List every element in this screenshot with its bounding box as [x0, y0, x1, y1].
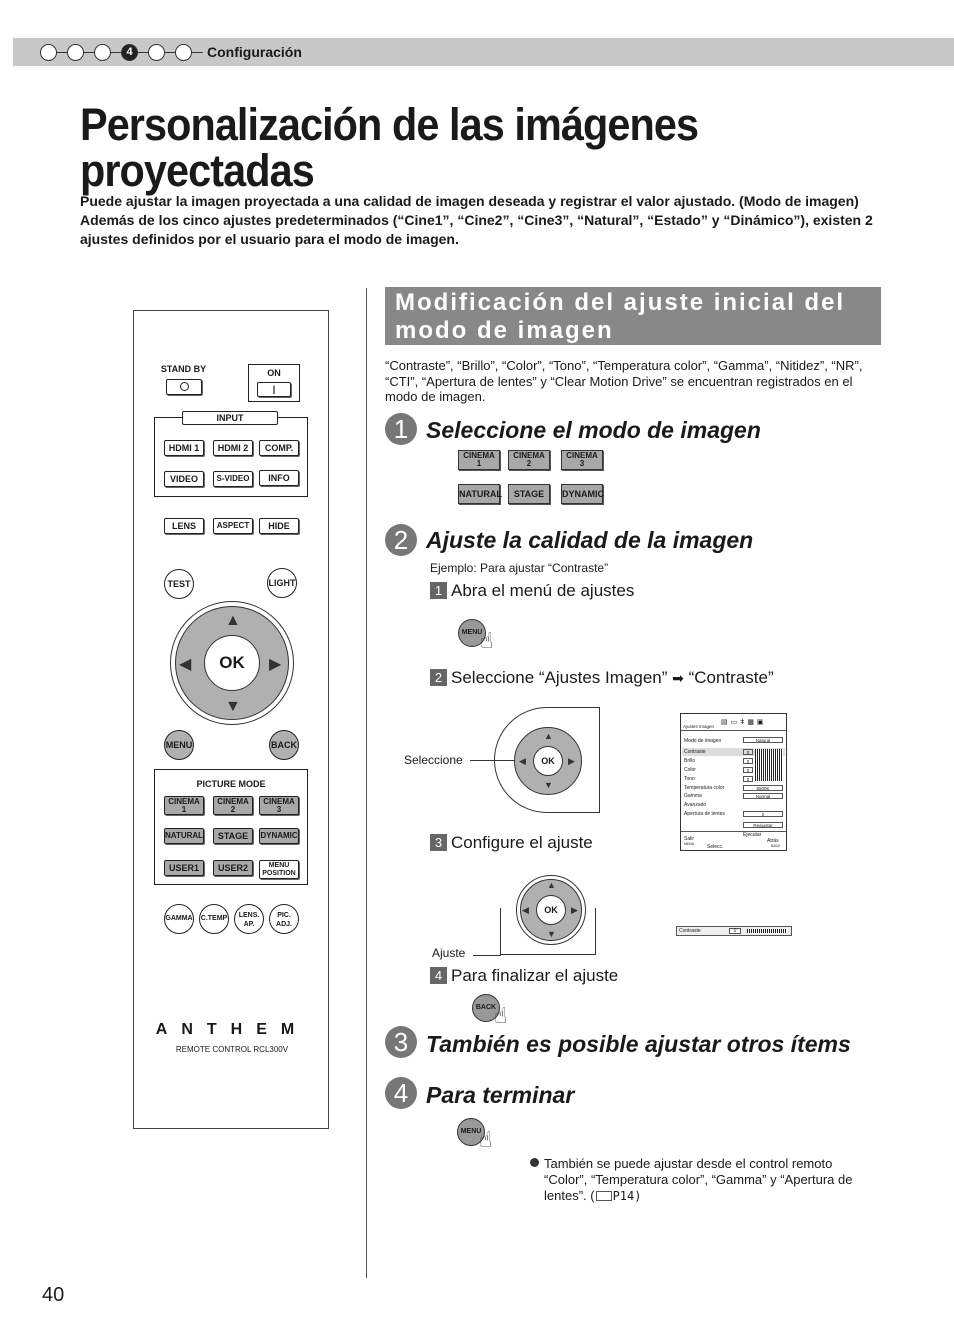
osd-tab-icons: ▤▭ǂ▦▣	[721, 719, 767, 726]
stage-button: STAGE	[508, 484, 550, 504]
osd-tab-bar	[681, 714, 786, 731]
chapter-dot	[175, 44, 192, 61]
svideo-button: S-VIDEO	[213, 471, 253, 487]
callout-line	[473, 955, 501, 956]
picture-mode-label: PICTURE MODE	[196, 779, 266, 789]
chapter-dot	[67, 44, 84, 61]
user1-button: USER1	[164, 860, 204, 876]
contrast-bar-value: 0	[729, 928, 741, 934]
gamma-button: GAMMA	[164, 904, 194, 934]
hide-button: HIDE	[259, 518, 299, 534]
section-label: Configuración	[207, 44, 302, 60]
select-label: Seleccione	[404, 753, 463, 767]
substep-configure: 3 Configure el ajuste	[430, 833, 593, 853]
step-example: Ejemplo: Para ajustar “Contraste”	[430, 561, 609, 575]
substep-select-contrast: 2 Seleccione “Ajustes Imagen” ➡ “Contraste”	[430, 668, 774, 688]
substep-finish: 4 Para finalizar el ajuste	[430, 966, 618, 986]
arrow-up-icon: ▲	[544, 731, 553, 741]
note-paragraph: También se puede ajustar desde el control remoto “Color”, “Temperatura color”, “Gamma” y “Apertura de lentes”. ( P14)	[530, 1156, 870, 1204]
osd-row-label: Gamma	[684, 793, 702, 799]
select-dpad	[514, 727, 582, 795]
info-button: INFO	[259, 470, 299, 486]
remote-ok-button: OK	[204, 635, 260, 691]
osd-slider-bars	[755, 749, 783, 781]
natural-button: NATURAL	[458, 484, 500, 504]
step-title: Seleccione el modo de imagen	[426, 417, 761, 443]
video-button: VIDEO	[164, 471, 204, 487]
natural-button: NATURAL	[164, 828, 204, 844]
chapter-dot-active: 4	[121, 44, 138, 61]
osd-footer-divider	[681, 831, 786, 832]
osd-row-value: 0	[743, 758, 753, 764]
settings-menu-screenshot	[680, 713, 787, 851]
step-title: También es posible ajustar otros ítems	[426, 1031, 851, 1057]
menu-button: MENU	[164, 730, 194, 760]
step-title: Ajuste la calidad de la imagen	[426, 527, 754, 553]
chapter-dot	[148, 44, 165, 61]
remote-model-label: REMOTE CONTROL RCL300V	[175, 1045, 289, 1054]
cinema1-button: CINEMA 1	[164, 796, 204, 815]
hand-press-icon: ☝	[479, 1127, 493, 1152]
user2-button: USER2	[213, 860, 253, 876]
osd-row-label: Color	[684, 767, 696, 773]
back-button: BACK	[472, 994, 500, 1022]
osd-row-label: Avanzado	[684, 802, 707, 808]
chapter-dot	[94, 44, 111, 61]
book-icon	[596, 1191, 612, 1201]
cinema2-button: CINEMA 2	[213, 796, 253, 815]
osd-exit-label: Salir	[684, 836, 695, 842]
arrow-down-icon: ▼	[225, 698, 241, 715]
osd-execute-label: Ejecutar	[743, 832, 762, 838]
menu-button: MENU	[457, 1118, 485, 1146]
column-divider	[366, 288, 367, 1278]
hdmi2-button: HDMI 2	[213, 440, 253, 456]
arrow-up-icon: ▲	[547, 880, 556, 890]
page-reference: P14)	[612, 1189, 642, 1203]
menu-button: MENU	[458, 619, 486, 647]
hdmi1-button: HDMI 1	[164, 440, 204, 456]
arrow-left-icon: ◀	[522, 905, 529, 915]
pic-adj-button: PIC. ADJ.	[269, 904, 299, 934]
input-label: INPUT	[182, 411, 278, 425]
osd-row-value: 0	[743, 749, 753, 755]
contrast-bar-screenshot	[676, 926, 792, 936]
arrow-left-icon: ◀	[179, 656, 192, 673]
power-icon	[180, 382, 189, 391]
section-description: “Contraste”, “Brillo”, “Color”, “Tono”, “Temperatura color”, “Gamma”, “Nitidez”, “NR”, “CTI”, “Apertura de lentes” y “Clear Motion Drive” se encuentran registrados en el modo de imagen.	[385, 358, 863, 404]
arrow-right-icon: ▶	[568, 756, 575, 766]
dynamic-button: DYNAMIC	[259, 828, 299, 844]
on-button: |	[257, 382, 291, 397]
substep-open-menu: 1 Abra el menú de ajustes	[430, 581, 634, 601]
test-button: TEST	[164, 569, 194, 599]
arrow-right-icon: ▶	[269, 656, 282, 673]
ctemp-button: C.TEMP	[199, 904, 229, 934]
page-number: 40	[42, 1284, 65, 1306]
back-button: BACK	[269, 730, 299, 760]
hand-press-icon: ☝	[480, 628, 494, 653]
lens-button: LENS	[164, 518, 204, 534]
intro-paragraph: Puede ajustar la imagen proyectada a una calidad de imagen deseada y registrar el valor ajustado. (Modo de imagen) Además de los cinco ajustes predeterminados (“Cine1”, “Cine2”, “Cine3”, “Natural”, “Estado” y “Dinámico”), existen 2 ajustes definidos por el usuario para el modo de imagen.	[80, 193, 873, 247]
page-title: Personalización de las imágenes proyectadas	[80, 99, 699, 196]
standby-button	[166, 379, 202, 395]
standby-label: STAND BY	[160, 364, 207, 374]
comp-button: COMP.	[259, 440, 299, 456]
step-number: 1	[385, 413, 417, 445]
step-number: 4	[385, 1077, 417, 1109]
osd-row-label: Tono	[684, 776, 695, 782]
osd-row-value: Natural	[743, 737, 783, 743]
arrow-left-icon: ◀	[519, 756, 526, 766]
osd-row-label: Modo de imagen	[684, 738, 722, 744]
remote-control-illustration	[133, 310, 329, 1129]
cinema2-button: CINEMA 2	[508, 450, 550, 470]
bullet-icon	[530, 1158, 539, 1167]
stage-button: STAGE	[213, 828, 253, 844]
step-title: Para terminar	[426, 1082, 575, 1108]
chapter-header-bar	[13, 38, 954, 66]
arrow-right-icon: ➡	[672, 670, 684, 686]
chapter-dot	[40, 44, 57, 61]
section-heading: Modificación del ajuste inicial del modo de imagen	[385, 287, 881, 345]
callout-line	[470, 760, 515, 761]
light-button: LIGHT	[267, 568, 297, 598]
aspect-button: ASPECT	[213, 518, 253, 534]
osd-row-value: 6500K	[743, 785, 783, 791]
contrast-bar-label: Contraste	[679, 928, 701, 934]
hand-press-icon: ☝	[494, 1003, 508, 1028]
cinema3-button: CINEMA 3	[561, 450, 603, 470]
osd-back-label: Atrás	[767, 838, 779, 844]
dynamic-button: DYNAMIC	[561, 484, 603, 504]
osd-tab-label: Ajustes Imagen	[683, 724, 715, 729]
cinema1-button: CINEMA 1	[458, 450, 500, 470]
osd-reset-button: Reajustar	[743, 822, 783, 828]
cinema3-button: CINEMA 3	[259, 796, 299, 815]
menu-position-button: MENU POSITION	[259, 860, 299, 879]
osd-row-value: Normal	[743, 793, 783, 799]
adjust-dpad	[516, 875, 586, 945]
brand-logo: ANTHEM	[155, 1021, 309, 1038]
ok-button: OK	[533, 746, 563, 776]
ok-button: OK	[536, 895, 566, 925]
lens-ap-button: LENS. AP.	[234, 904, 264, 934]
osd-row-value: 0	[743, 776, 753, 782]
osd-row-label: Brillo	[684, 758, 696, 764]
contrast-slider	[747, 929, 787, 933]
arrow-down-icon: ▼	[547, 929, 556, 939]
osd-row-label: Contraste	[684, 749, 706, 755]
step-number: 2	[385, 524, 417, 556]
osd-row-value: 2	[743, 811, 783, 817]
step-number: 3	[385, 1026, 417, 1058]
osd-row-label: Apertura de lentes	[684, 811, 725, 817]
arrow-down-icon: ▼	[544, 780, 553, 790]
osd-row-label: Temperatura color	[684, 785, 725, 791]
on-button-frame	[248, 364, 300, 402]
osd-exit-key: MENU	[684, 842, 695, 846]
osd-back-key: BACK	[771, 844, 781, 848]
adjust-label: Ajuste	[432, 946, 466, 960]
arrow-up-icon: ▲	[225, 612, 241, 629]
remote-dpad	[170, 601, 294, 725]
arrow-right-icon: ▶	[571, 905, 578, 915]
on-label: ON	[267, 368, 281, 378]
osd-row-value: 0	[743, 767, 753, 773]
osd-select-label: Selecc.	[707, 844, 724, 850]
